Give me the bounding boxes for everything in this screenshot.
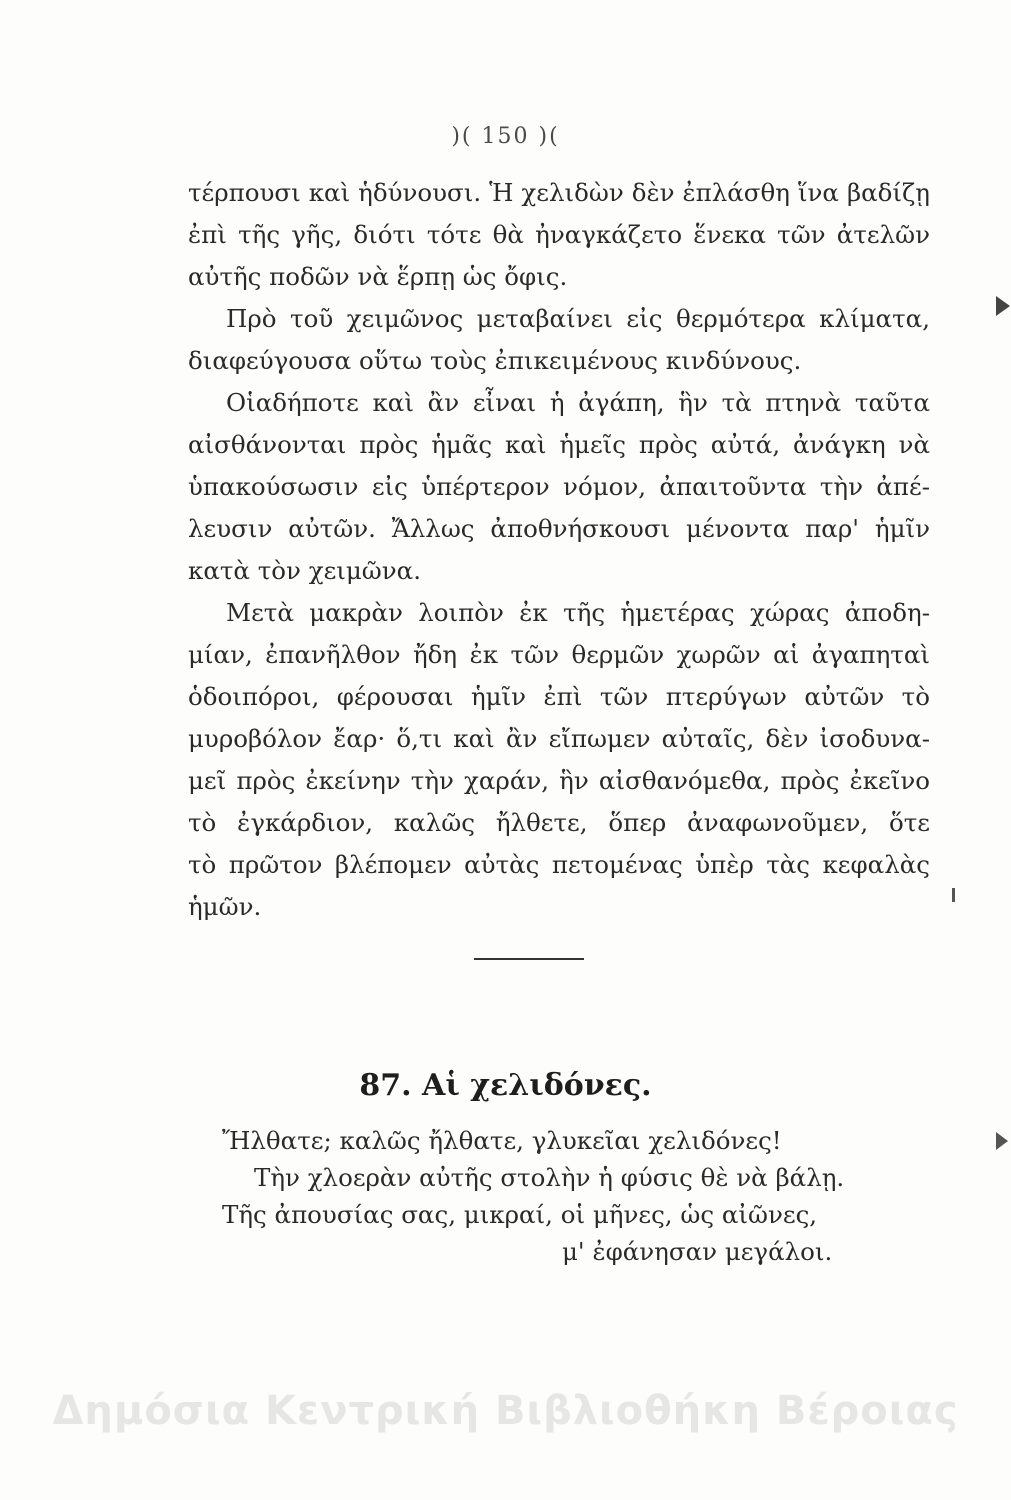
- poem-line: Τῆς ἀπουσίας σας, μικραί, οἱ μῆνες, ὡς αἰῶνες,: [222, 1200, 818, 1229]
- text-line: τέρπουσι καὶ ἡδύνουσι. Ἡ χελιδὼν δὲν ἐπλάσθη ἵνα βαδίζῃ: [188, 178, 930, 207]
- page-number: )( 150 )(: [451, 124, 560, 149]
- poem: [222, 1122, 862, 1270]
- library-watermark: Δημόσια Κεντρική Βιβλιοθήκη Βέροιας: [52, 1388, 959, 1434]
- text-line: Πρὸ τοῦ χειμῶνος μεταβαίνει εἰς θερμότερα κλίματα,: [226, 304, 930, 333]
- text-line: ἐπὶ τῆς γῆς, διότι τότε θὰ ἠναγκάζετο ἕνεκα τῶν ἀτελῶν: [188, 220, 930, 249]
- section-heading: 87. Αἱ χελιδόνες.: [359, 1068, 652, 1103]
- text-line: ὁδοιπόροι, φέρουσαι ἡμῖν ἐπὶ τῶν πτερύγων αὐτῶν τὸ: [188, 682, 930, 711]
- paragraph-1: [188, 172, 930, 298]
- paragraph-4: [188, 592, 930, 928]
- paragraph-2: [188, 298, 930, 382]
- text-line: ὑπακούσωσιν εἰς ὑπέρτερον νόμον, ἀπαιτοῦντα τὴν ἀπέ-: [188, 472, 930, 501]
- margin-tick-icon: [952, 888, 955, 902]
- text-line: μεῖ πρὸς ἐκείνην τὴν χαράν, ἣν αἰσθανόμεθα, πρὸς ἐκεῖνο: [188, 766, 930, 795]
- text-line: αἰσθάνονται πρὸς ἡμᾶς καὶ ἡμεῖς πρὸς αὐτά, ἀνάγκη νὰ: [188, 430, 930, 459]
- poem-line: μ' ἐφάνησαν μεγάλοι.: [562, 1237, 833, 1266]
- text-line: Μετὰ μακρὰν λοιπὸν ἐκ τῆς ἡμετέρας χώρας ἀποδη-: [226, 598, 930, 627]
- text-line: μυροβόλον ἔαρ· ὅ,τι καὶ ἂν εἴπωμεν αὐταῖς, δὲν ἰσοδυνα-: [188, 724, 930, 753]
- text-line: διαφεύγουσα οὕτω τοὺς ἐπικειμένους κινδύνους.: [188, 346, 802, 375]
- text-line: Οἱαδήποτε καὶ ἂν εἶναι ἡ ἀγάπη, ἣν τὰ πτηνὰ ταῦτα: [226, 388, 930, 417]
- text-line: μίαν, ἐπανῆλθον ἤδη ἐκ τῶν θερμῶν χωρῶν αἱ ἀγαπηταὶ: [188, 640, 930, 669]
- margin-arrow-icon: [996, 296, 1010, 316]
- text-line: τὸ ἐγκάρδιον, καλῶς ἤλθετε, ὅπερ ἀναφωνοῦμεν, ὅτε: [188, 808, 930, 837]
- margin-arrow-icon: [996, 1132, 1008, 1150]
- paragraph-3: [188, 382, 930, 592]
- section-divider: [474, 958, 584, 960]
- text-line: αὐτῆς ποδῶν νὰ ἕρπῃ ὡς ὄφις.: [188, 262, 568, 291]
- text-line: κατὰ τὸν χειμῶνα.: [188, 556, 422, 585]
- poem-line: Ἤλθατε; καλῶς ἤλθατε, γλυκεῖαι χελιδόνες!: [222, 1126, 782, 1155]
- body-text: [188, 172, 930, 928]
- text-line: λευσιν αὐτῶν. Ἄλλως ἀποθνήσκουσι μένοντα παρ' ἡμῖν: [188, 514, 930, 543]
- text-line: ἡμῶν.: [188, 892, 262, 921]
- poem-line: Τὴν χλοερὰν αὐτῆς στολὴν ἡ φύσις θὲ νὰ βάλῃ.: [254, 1163, 845, 1192]
- text-line: τὸ πρῶτον βλέπομεν αὐτὰς πετομένας ὑπὲρ τὰς κεφαλὰς: [188, 850, 930, 879]
